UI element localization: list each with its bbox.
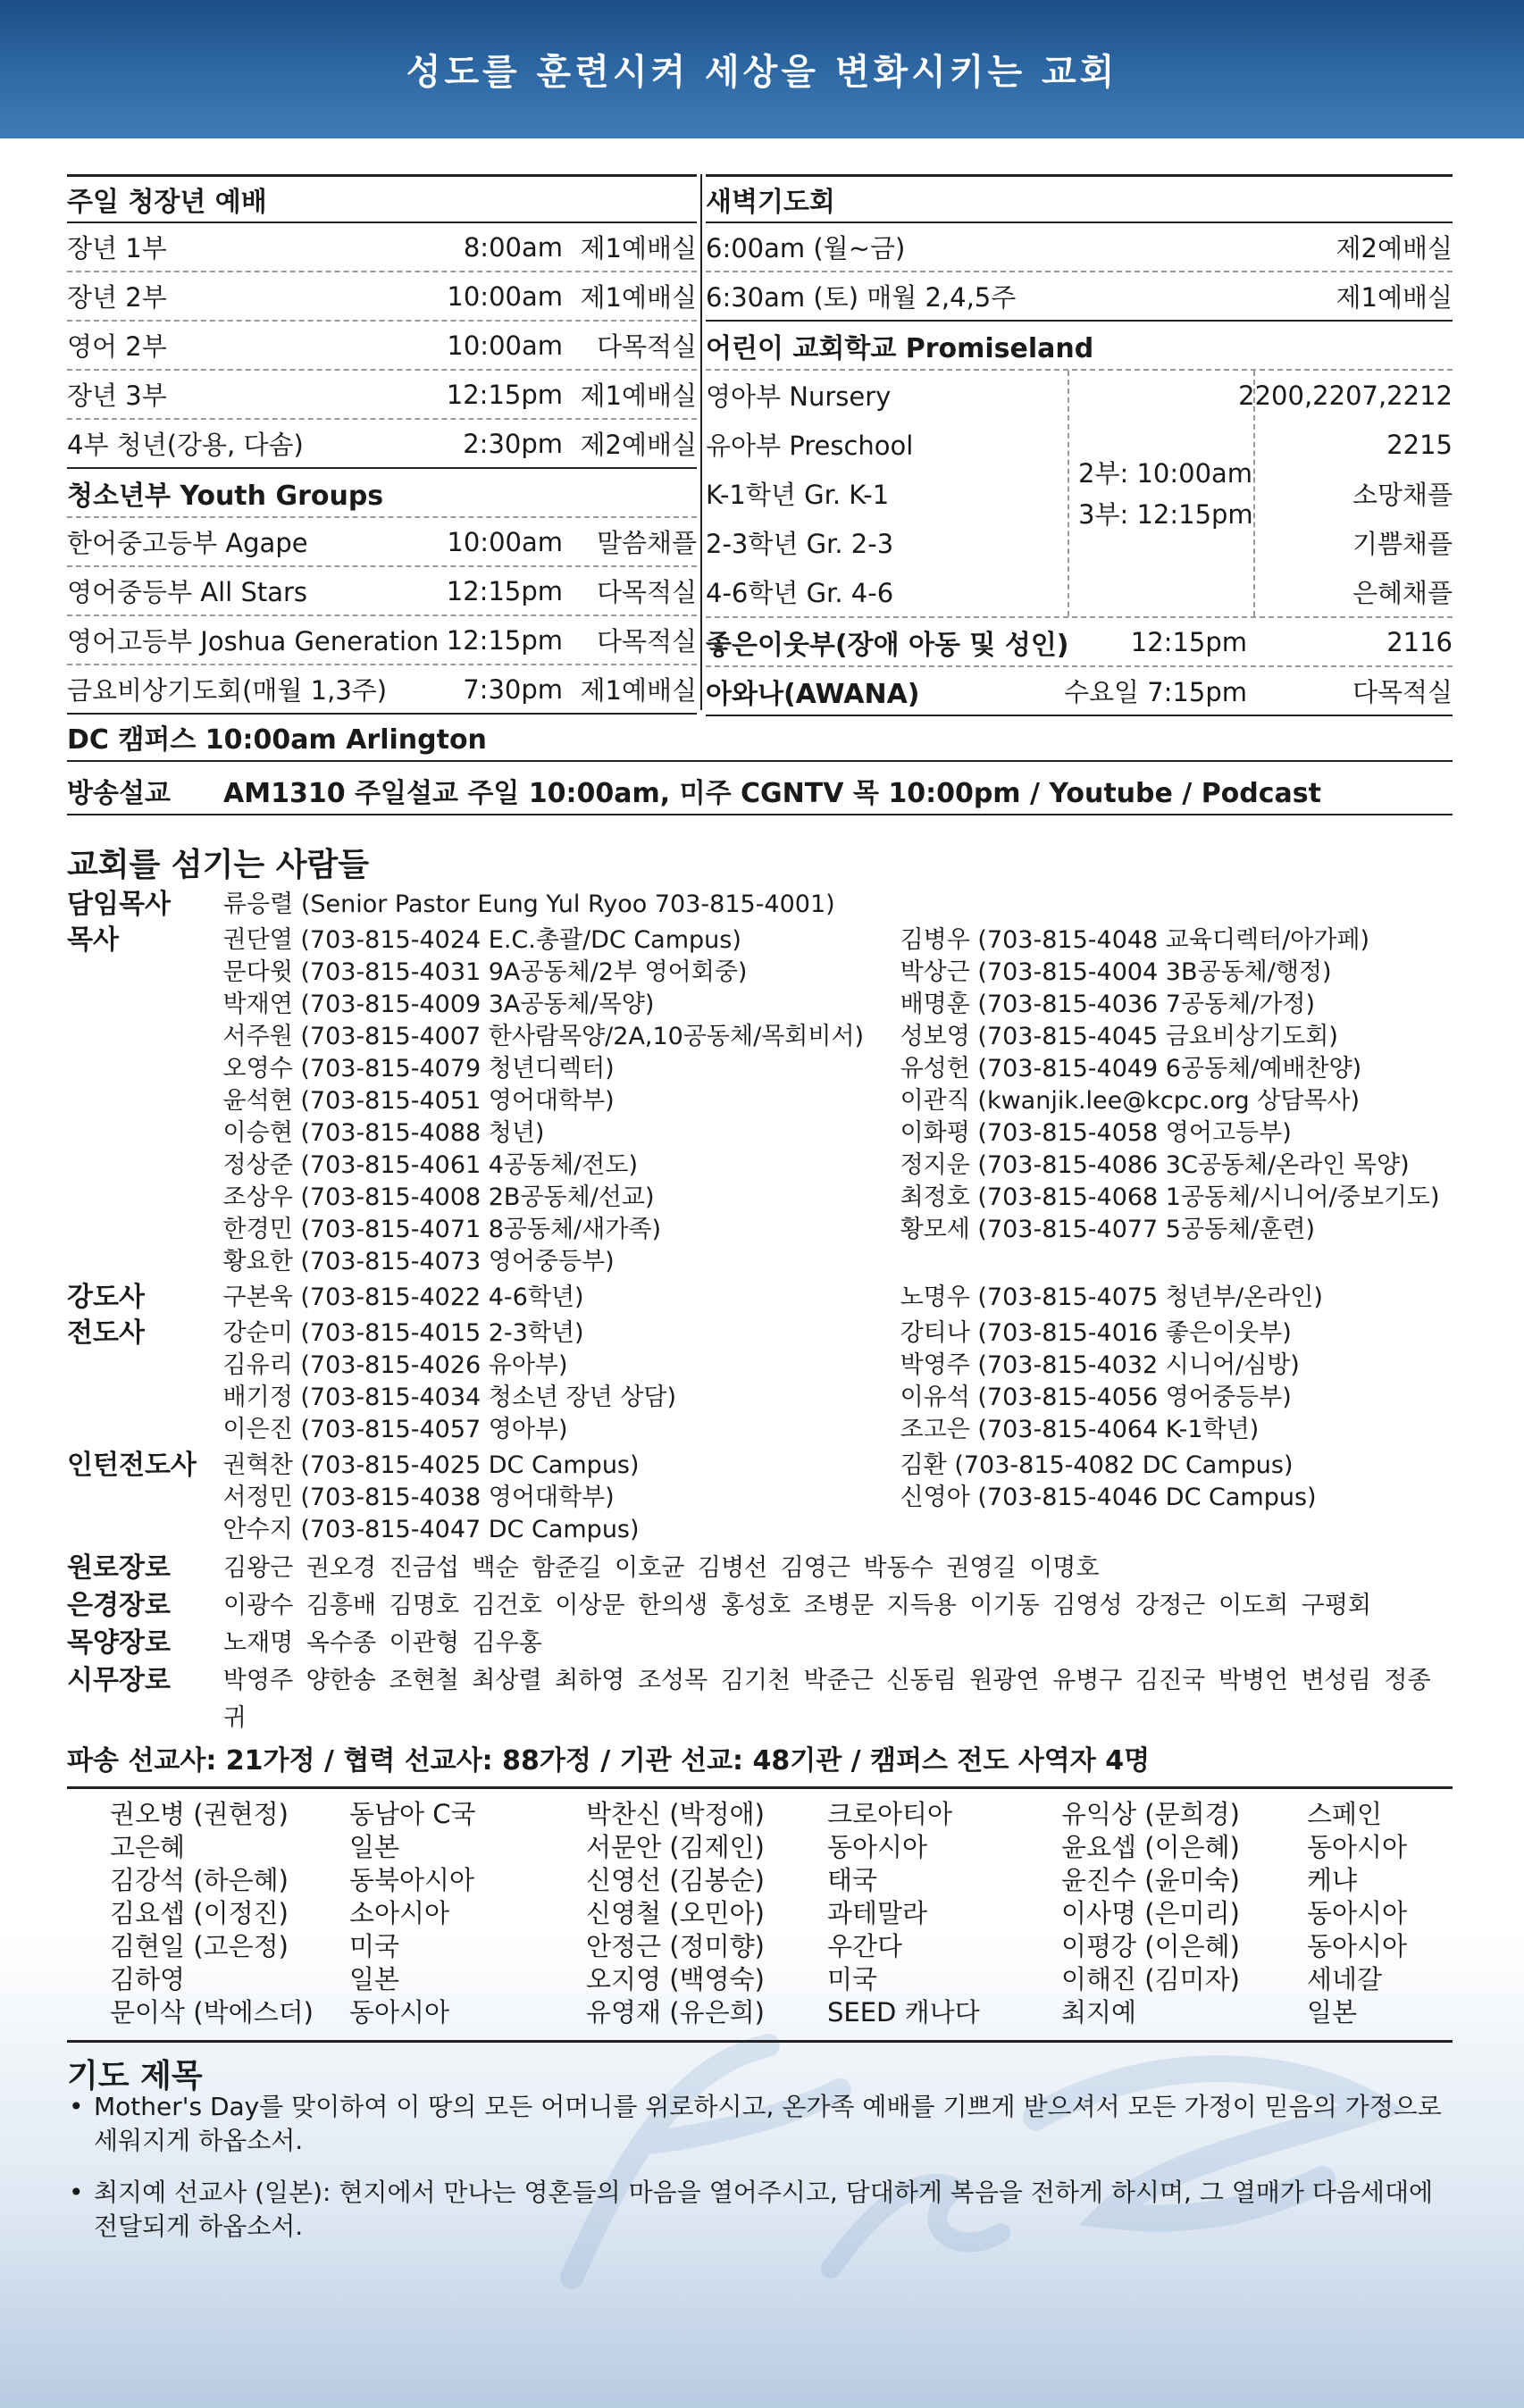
missionary-region: 태국 [827, 1865, 878, 1895]
missionary-region: 동아시아 [827, 1832, 928, 1862]
missionary-name: 문이삭 (박에스더) [110, 1997, 314, 2028]
missionary-region: 일본 [349, 1964, 400, 1994]
missionary-region: 동아시아 [1307, 1931, 1408, 1961]
missionary-name: 오지영 (백영숙) [586, 1964, 765, 1994]
kids-row: 영아부 Nursery 2200,2207,2212 [706, 380, 1453, 412]
kids-service-times: 2부: 10:00am 3부: 12:15pm [1068, 371, 1255, 616]
elder-row: 목양장로 노재명 옥수종 이관형 김우홍 [67, 1627, 542, 1659]
missionary-region: 소아시아 [349, 1898, 450, 1928]
missionary-region: 동아시아 [1307, 1832, 1408, 1862]
missionary-region: 미국 [349, 1931, 400, 1961]
pastors-row: 목사 권단열 (703-815-4024 E.C.총괄/DC Campus) 문다윗 (703-815-4031 9A공동체/2부 영어회중) 박재연 (703-815-4009 3A공동체/목양) 서주원 (703-815-4007 한사람목양/2A,10공동체/목회비서) 오영수 (703-815-4079 청년디렉터) 윤석현 (703-815-4051 영어대학부) 이승현 (703-815-4088 청년) 정상준 (703-815-4061 4공동체/전도) 조상우 (703-815-4008 2B공동체/선교) 한경민 (703-815-4071 8공동체/새가족) 황요한 (703-815-4073 영어중등부) 김병우 (703-815-4048 교육디렉터/아가페) 박상근 (703-815-4004 3B공동체/행정) 배명훈 (703-815-4036 7공동체/가정) 성보영 (703-815-4045 금요비상기도회) 유성헌 (703-815-4049 6공동체/예배찬양) 이관직 (kwanjik.lee@kcpc.org 상담목사) 이화평 (703-815-4058 영어고등부) 정지운 (703-815-4086 3C공동체/온라인 목양) 최정호 (703-815-4068 1공동체/시니어/중보기도) 황모세 (703-815-4077 5공동체/훈련) [67, 924, 1453, 1278]
missionary-name: 김하영 [110, 1964, 186, 1994]
youth-row: 금요비상기도회(매월 1,3주) 7:30pm 제1예배실 [67, 665, 697, 715]
missions-header: 파송 선교사: 21가정 / 협력 선교사: 88가정 / 기관 선교: 48기관 / 캠퍼스 전도 사역자 4명 [67, 1745, 1151, 1777]
worship-column [67, 174, 697, 715]
kids-row: 유아부 Preschool 2215 [706, 429, 1453, 461]
missionary-region: 동아시아 [1307, 1898, 1408, 1928]
missionary-region: 우간다 [827, 1931, 903, 1961]
pastors-left: 권단열 (703-815-4024 E.C.총괄/DC Campus) 문다윗 (703-815-4031 9A공동체/2부 영어회중) 박재연 (703-815-4009 3A공동체/목양) 서주원 (703-815-4007 한사람목양/2A,10공동체/목회비서) 오영수 (703-815-4079 청년디렉터) 윤석현 (703-815-4051 영어대학부) 이승현 (703-815-4088 청년) 정상준 (703-815-4061 4공동체/전도) 조상우 (703-815-4008 2B공동체/선교) 한경민 (703-815-4071 8공동체/새가족) 황요한 (703-815-4073 영어중등부) [222, 926, 865, 1275]
missionary-name: 신영철 (오민아) [586, 1898, 765, 1928]
broadcast-row: 방송설교 AM1310 주일설교 주일 10:00am, 미주 CGNTV 목 10:00pm / Youtube / Podcast [67, 766, 1453, 815]
lecturers-row: 강도사 구본욱 (703-815-4022 4-6학년) 노명우 (703-815-4075 청년부/온라인) [67, 1282, 1323, 1313]
missions-grid [67, 1798, 1453, 2029]
missionary-region: 스페인 [1307, 1799, 1383, 1829]
missionary-region: 케냐 [1307, 1865, 1358, 1895]
missionary-name: 박찬신 (박정애) [586, 1799, 765, 1829]
missionary-region: 동아시아 [349, 1997, 450, 2028]
missionary-region: 세네갈 [1307, 1964, 1383, 1994]
kids-block [706, 371, 1453, 618]
missionary-name: 유영재 (유은희) [586, 1997, 765, 2028]
worship-row: 장년 2부 10:00am 제1예배실 [67, 272, 697, 322]
header-banner [0, 0, 1524, 138]
elder-row: 원로장로 김왕근 권오경 진금섭 백순 함준길 이호균 김병선 김영근 박동수 권영길 이명호 [67, 1552, 1100, 1584]
missionary-name: 고은혜 [110, 1832, 186, 1862]
kids-header: 어린이 교회학교 Promiseland [706, 322, 1453, 371]
prayer-title: 기도 제목 [67, 2058, 203, 2094]
missionary-region: 과테말라 [827, 1898, 928, 1928]
kids-row: 4-6학년 Gr. 4-6 은혜채플 [706, 578, 1453, 608]
column-divider [700, 174, 702, 710]
worship-row: 장년 3부 12:15pm 제1예배실 [67, 371, 697, 420]
prayer-item: • Mother's Day를 맞이하여 이 땅의 모든 어머니를 위로하시고, 온가족 예배를 기쁘게 받으셔서 모든 가정이 믿음의 가정으로 세워지게 하옵소서. [94, 2090, 1453, 2158]
neighbor-row: 좋은이웃부(장애 아동 및 성인) 12:15pm 2116 [706, 618, 1453, 667]
missionary-name: 유익상 (문희경) [1061, 1799, 1240, 1829]
missionary-name: 이사명 (은미리) [1061, 1898, 1240, 1928]
worship-row: 4부 청년(강용, 다솜) 2:30pm 제2예배실 [67, 420, 697, 469]
interns-row: 인턴전도사 권혁찬 (703-815-4025 DC Campus) 서정민 (703-815-4038 영어대학부) 안수지 (703-815-4047 DC Campus) 김환 (703-815-4082 DC Campus) 신영아 (703-815-4046 DC Campus) [67, 1450, 1317, 1543]
missionary-name: 윤진수 (윤미숙) [1061, 1865, 1240, 1895]
missionary-name: 이평강 (이은혜) [1061, 1931, 1240, 1961]
staff-list [67, 889, 1453, 1737]
worship-row: 영어 2부 10:00am 다목적실 [67, 322, 697, 371]
dawn-row: 6:30am (토) 매월 2,4,5주 제1예배실 [706, 272, 1453, 322]
elder-row: 은경장로 이광수 김흥배 김명호 김건호 이상문 한의생 홍성호 조병문 지득용 이기동 김영성 강정근 이도희 구평회 [67, 1590, 1372, 1621]
missionary-region: 일본 [1307, 1997, 1358, 2028]
banner-title: 성도를 훈련시켜 세상을 변화시키는 교회 [406, 52, 1118, 93]
kids-row: K-1학년 Gr. K-1 소망채플 [706, 480, 1453, 510]
missionary-region: 동남아 C국 [349, 1799, 476, 1829]
prayer-item: • 최지예 선교사 (일본): 현지에서 만나는 영혼들의 마음을 열어주시고, 담대하게 복음을 전하게 하시며, 그 열매가 다음세대에 전달되게 하옵소서. [94, 2176, 1453, 2244]
programs-column [706, 174, 1453, 716]
missionary-name: 안정근 (정미향) [586, 1931, 765, 1961]
missionary-region: SEED 캐나다 [827, 1997, 980, 2028]
worship-row: 장년 1부 8:00am 제1예배실 [67, 223, 697, 272]
awana-row: 아와나(AWANA) 수요일 7:15pm 다목적실 [706, 667, 1453, 716]
missionary-name: 윤요셉 (이은혜) [1061, 1832, 1240, 1862]
missionary-name: 김강석 (하은혜) [110, 1865, 289, 1895]
dc-campus-row: DC 캠퍼스 10:00am Arlington [67, 713, 1453, 762]
missionary-region: 미국 [827, 1964, 878, 1994]
pastors-right: 김병우 (703-815-4048 교육디렉터/아가페) 박상근 (703-815-4004 3B공동체/행정) 배명훈 (703-815-4036 7공동체/가정) 성보영 (703-815-4045 금요비상기도회) 유성헌 (703-815-4049 6공동체/예배찬양) 이관직 (kwanjik.lee@kcpc.org 상담목사) 이화평 (703-815-4058 영어고등부) 정지운 (703-815-4086 3C공동체/온라인 목양) 최정호 (703-815-4068 1공동체/시니어/중보기도) 황모세 (703-815-4077 5공동체/훈련) [900, 926, 1440, 1243]
youth-row: 영어중등부 All Stars 12:15pm 다목적실 [67, 567, 697, 616]
kids-row: 2-3학년 Gr. 2-3 기쁨채플 [706, 529, 1453, 559]
elder-row: 시무장로 박영주 양한송 조현철 최상렬 최하영 조성목 김기천 박준근 신동림 원광연 유병구 김진국 박병언 변성림 정종귀 [67, 1665, 1431, 1732]
missionary-region: 크로아티아 [827, 1799, 953, 1829]
missionary-region: 동북아시아 [349, 1865, 475, 1895]
senior-pastor-row: 담임목사 류응렬 (Senior Pastor Eung Yul Ryoo 703-815-4001) [67, 889, 835, 920]
missionary-region: 일본 [349, 1832, 400, 1862]
evangelists-row: 전도사 강순미 (703-815-4015 2-3학년) 김유리 (703-815-4026 유아부) 배기정 (703-815-4034 청소년 장년 상담) 이은진 (703-815-4057 영아부) 강티나 (703-815-4016 좋은이웃부) 박영주 (703-815-4032 시니어/심방) 이유석 (703-815-4056 영어중등부) 조고은 (703-815-4064 K-1학년) [67, 1317, 1300, 1443]
missionary-name: 최지예 [1061, 1997, 1137, 2028]
dawn-header: 새벽기도회 [706, 174, 1453, 223]
elders-list [67, 1550, 1453, 1737]
missionary-name: 서문안 (김제인) [586, 1832, 765, 1862]
worship-header: 주일 청장년 예배 [67, 174, 697, 223]
staff-title: 교회를 섬기는 사람들 [67, 847, 370, 883]
youth-row: 영어고등부 Joshua Generation 12:15pm 다목적실 [67, 616, 697, 665]
missionary-name: 김현일 (고은정) [110, 1931, 289, 1961]
youth-header: 청소년부 Youth Groups [67, 469, 697, 518]
youth-row: 한어중고등부 Agape 10:00am 말씀채플 [67, 518, 697, 567]
prayer-list [67, 2090, 1453, 2262]
missionary-name: 권오병 (권현정) [110, 1799, 289, 1829]
missionary-name: 이해진 (김미자) [1061, 1964, 1240, 1994]
missions-table [67, 1786, 1453, 2043]
missionary-name: 김요셉 (이정진) [110, 1898, 289, 1928]
dawn-row: 6:00am (월~금) 제2예배실 [706, 223, 1453, 272]
missionary-name: 신영선 (김봉순) [586, 1865, 765, 1895]
